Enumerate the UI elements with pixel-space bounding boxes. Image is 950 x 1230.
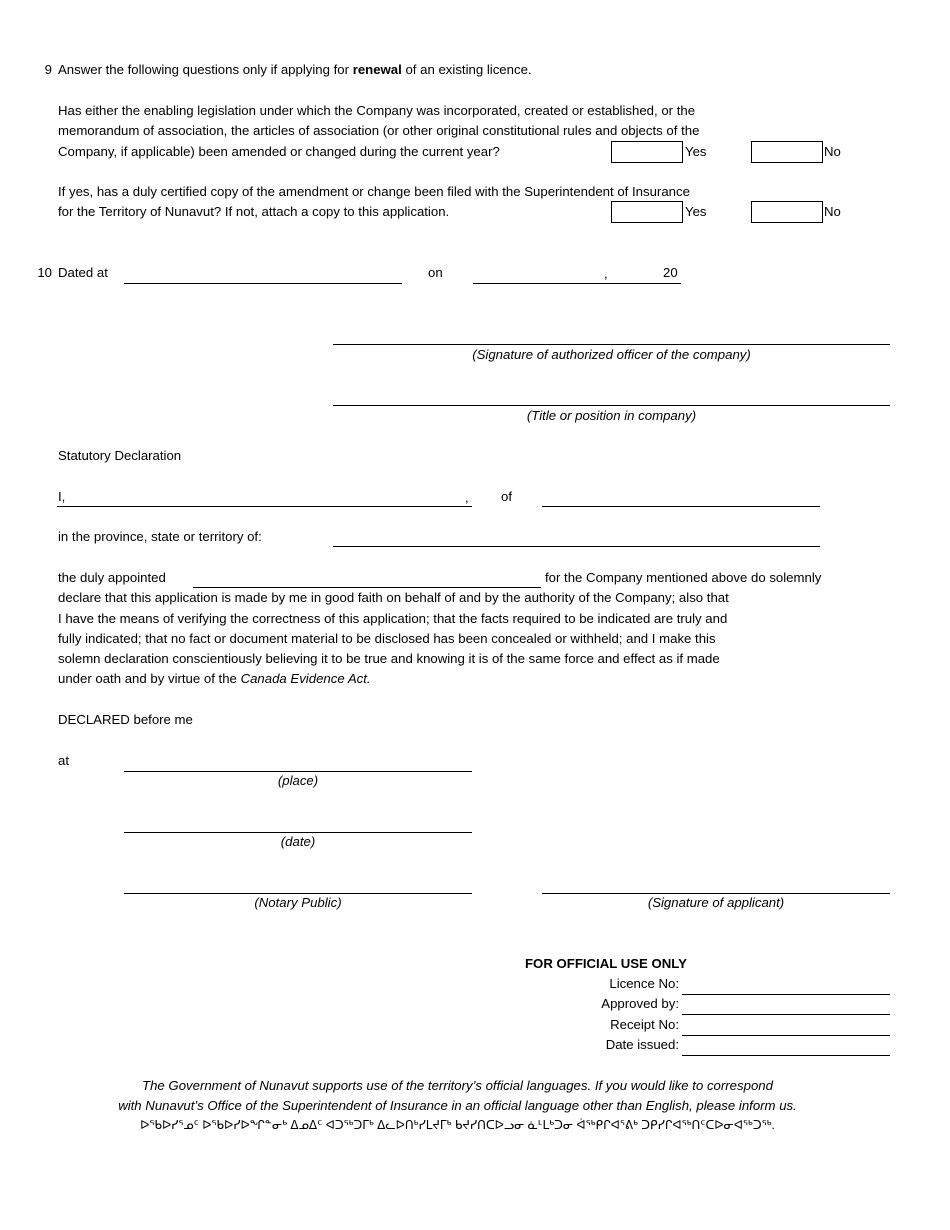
date-comma: , (604, 266, 608, 281)
licence-no-line[interactable] (682, 994, 890, 995)
declaration-heading: Statutory Declaration (58, 448, 182, 463)
filed-yes-label: Yes (685, 204, 707, 219)
date-issued-label: Date issued: (605, 1037, 679, 1052)
q9-filed-line-1: If yes, has a duly certified copy of the amendment or change been filed with the Superintendent of Insurance (58, 184, 690, 199)
section-9-number: 9 (44, 62, 52, 77)
notary-caption: (Notary Public) (254, 895, 342, 910)
officer-signature-caption: (Signature of authorized officer of the company) (472, 347, 751, 362)
dated-on-date-line[interactable] (473, 283, 681, 284)
title-position-caption: (Title or position in company) (526, 408, 697, 423)
footer-language-note-1: The Government of Nunavut supports use of the territory’s official languages. If you would like to correspond (142, 1078, 773, 1093)
filed-no-label: No (824, 204, 841, 219)
filed-no-checkbox[interactable] (751, 201, 823, 223)
on-label: on (428, 265, 443, 280)
officer-signature-line[interactable] (333, 344, 890, 345)
receipt-no-label: Receipt No: (610, 1017, 679, 1032)
date-issued-line[interactable] (682, 1055, 890, 1056)
amended-yes-checkbox[interactable] (611, 141, 683, 163)
declaration-text-line-3: I have the means of verifying the correctness of this application; that the facts required to be indicated are truly and (58, 611, 728, 626)
at-label: at (58, 753, 69, 768)
q9-filed-line-2: for the Territory of Nunavut? If not, attach a copy to this application. (58, 204, 450, 219)
amended-no-checkbox[interactable] (751, 141, 823, 163)
approved-by-label: Approved by: (601, 996, 679, 1011)
province-line[interactable] (333, 546, 820, 547)
date-line[interactable] (124, 832, 472, 833)
year-prefix: 20 (663, 265, 678, 280)
declaration-text-line-6: under oath and by virtue of the Canada Evidence Act. (58, 671, 371, 686)
place-caption: (place) (277, 773, 319, 788)
declaration-text-line-4: fully indicated; that no fact or document material to be disclosed has been concealed or withheld; and I make this (58, 631, 716, 646)
footer-language-note-2: with Nunavut’s Office of the Superintendent of Insurance in an official language other than English, please inform us. (118, 1098, 797, 1113)
q9-amended-line-2: memorandum of association, the articles of association (or other original constitutional rules and objects of the (58, 123, 700, 138)
dated-at-place-line[interactable] (124, 283, 402, 284)
q9-amended-line-1: Has either the enabling legislation under which the Company was incorporated, created or established, or the (58, 103, 696, 118)
declaration-text-line-1: for the Company mentioned above do solemnly (545, 570, 822, 585)
declarant-of-line[interactable] (542, 506, 820, 507)
place-line[interactable] (124, 771, 472, 772)
appointed-position-line[interactable] (193, 587, 541, 588)
notary-line[interactable] (124, 893, 472, 894)
province-label: in the province, state or territory of: (58, 529, 262, 544)
amended-no-label: No (824, 144, 841, 159)
dated-at-label: Dated at (58, 265, 108, 280)
q9-amended-line-3: Company, if applicable) been amended or changed during the current year? (58, 144, 500, 159)
duly-appointed-label: the duly appointed (58, 570, 166, 585)
name-comma: , (465, 490, 469, 505)
filed-yes-checkbox[interactable] (611, 201, 683, 223)
declaration-text-line-5: solemn declaration conscientiously believing it to be true and knowing it is of the same force and effect as if made (58, 651, 720, 666)
footer-syllabics-note: ᐅᖃᐅᓯᕐᓄᑦ ᐅᖃᐅᓯᐅᖏᓐᓂᒃ ᐃᓄᐃᑦ ᐊᑐᖅᑐᒥᒃ ᐃᓚᐅᑎᒃᓯᒪᔪᒥᒃ ᑲᔪᓯᑎᑕᐅᓗᓂ ᓈᒻᒪᒃᑐᓂ ᐋᖅᑭᒋᐊᕐᕕᒃ ᑐᑭᓯᒋᐊᖅᑎᑦᑕᐅᓂᐊᖅᑐᖅ. (140, 1118, 775, 1132)
approved-by-line[interactable] (682, 1014, 890, 1015)
applicant-signature-line[interactable] (542, 893, 890, 894)
amended-yes-label: Yes (685, 144, 707, 159)
declared-before-label: DECLARED before me (58, 712, 193, 727)
date-caption: (date) (280, 834, 316, 849)
section-10-number: 10 (37, 265, 52, 280)
applicant-signature-caption: (Signature of applicant) (647, 895, 785, 910)
declaration-text-line-2: declare that this application is made by me in good faith on behalf of and by the authority of the Company; also that (58, 590, 729, 605)
i-label: I, (58, 489, 66, 504)
licence-no-label: Licence No: (609, 976, 679, 991)
section-9-intro: Answer the following questions only if applying for renewal of an existing licence. (58, 62, 532, 77)
declarant-name-line[interactable] (57, 506, 472, 507)
of-label: of (501, 489, 512, 504)
receipt-no-line[interactable] (682, 1035, 890, 1036)
official-use-heading: FOR OFFICIAL USE ONLY (525, 956, 687, 971)
title-position-line[interactable] (333, 405, 890, 406)
